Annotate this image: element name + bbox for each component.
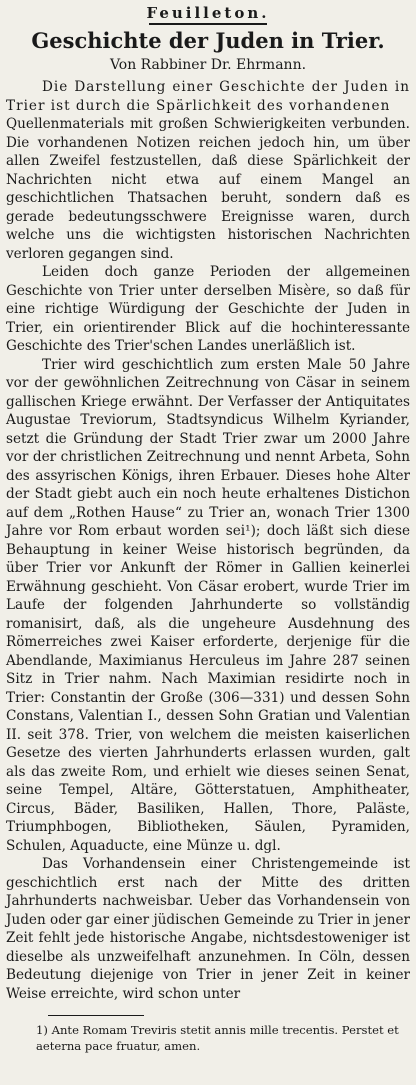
rubric-underline bbox=[149, 23, 267, 25]
footnote-divider bbox=[48, 1015, 144, 1016]
paragraph-3: Trier wird geschichtlich zum ersten Male 50 Jahre vor der gewöhnlichen Zeitrechnung von Cäsar in seinem gallischen Kriege erwähnt. Der Verfasser der Antiquitates Augustae Treviorum, Stadtsyndicus Wilhelm Kyriander, setzt die Gründung der Stadt Trier zwar um 2000 Jahre vor der christlichen Zeitrechnung und nennt Arbeta, Sohn des assyrischen Königs, ihren Erbauer. Dieses hohe Alter der Stadt giebt auch ein noch heute erhaltenes Distichon auf dem „Rothen Hause“ zu Trier an, wonach Trier 1300 Jahre vor Rom erbaut worden sei¹); doch läßt sich diese Behauptung in keiner Weise historisch begründen, da über Trier vor Ankunft der Römer in Gallien keinerlei Erwähnung geschieht. Von Cäsar erobert, wurde Trier im Laufe der folgenden Jahrhunderte so vollständig romanisirt, daß, als die ungeheure Ausdehnung des Römerreiches zwei Kaiser erforderte, derjenige für die Abendlande, Maximianus Herculeus im Jahre 287 seinen Sitz in Trier nahm. Nach Maximian residirte noch in Trier: Constantin der Große (306—331) und dessen Sohn Constans, Valentian I., dessen Sohn Gratian und Valentian II. seit 378. Trier, von welchem die meisten kaiserlichen Gesetze des vierten Jahrhunderts erlassen wurden, galt als das zweite Rom, und erhielt wie dieses seinen Senat, seine Tempel, Altäre, Götterstatuen, Amphitheater, Circus, Bäder, Basiliken, Hallen, Thore, Paläste, Triumphbogen, Bibliotheken, Säulen, Pyramiden, Schulen, Aquaducte, eine Münze u. dgl. bbox=[6, 356, 410, 854]
paragraph-1-continued: Quellenmaterials mit großen Schwierigkeiten verbunden. Die vorhandenen Notizen reichen jedoch hin, um über allen Zweifel festzustellen, daß diese Spärlichkeit der Nachrichten nicht etwa auf einem Mangel an geschichtlichen Thatsachen beruht, sondern daß es gerade bedeutungsschwere Ereignisse waren, durch welche uns die wichtigsten historischen Nachrichten verloren gegangen sind. bbox=[6, 116, 410, 262]
section-rubric: Feuilleton. bbox=[146, 4, 270, 22]
article-title: Geschichte der Juden in Trier. bbox=[31, 28, 385, 53]
paragraph-1: Die Darstellung einer Geschichte der Juden in Trier ist durch die Spärlichkeit des vorhandenen bbox=[6, 79, 410, 114]
footnote: 1) Ante Romam Treviris stetit annis mille trecentis. Perstet et aeterna pace fruatur, amen. bbox=[36, 1023, 399, 1053]
paragraph-2: Leiden doch ganze Perioden der allgemeinen Geschichte von Trier unter derselben Misère, so daß für eine richtige Würdigung der Geschichte der Juden in Trier, ein orientirender Blick auf die hochinteressante Geschichte des Trier'schen Landes unerläßlich ist. bbox=[6, 264, 410, 354]
article-body bbox=[6, 78, 410, 1003]
article-author: Von Rabbiner Dr. Ehrmann. bbox=[109, 57, 307, 73]
paragraph-4: Das Vorhandensein einer Christengemeinde ist geschichtlich erst nach der Mitte des dritten Jahrhunderts nachweisbar. Ueber das Vorhandensein von Juden oder gar einer jüdischen Gemeinde zu Trier in jener Zeit fehlt jede historische Angabe, nichtsdestoweniger ist dieselbe als unzweifelhaft anzunehmen. In Cöln, dessen Bedeutung diejenige von Trier in jener Zeit in keiner Weise erreichte, wird schon unter bbox=[6, 856, 410, 1002]
